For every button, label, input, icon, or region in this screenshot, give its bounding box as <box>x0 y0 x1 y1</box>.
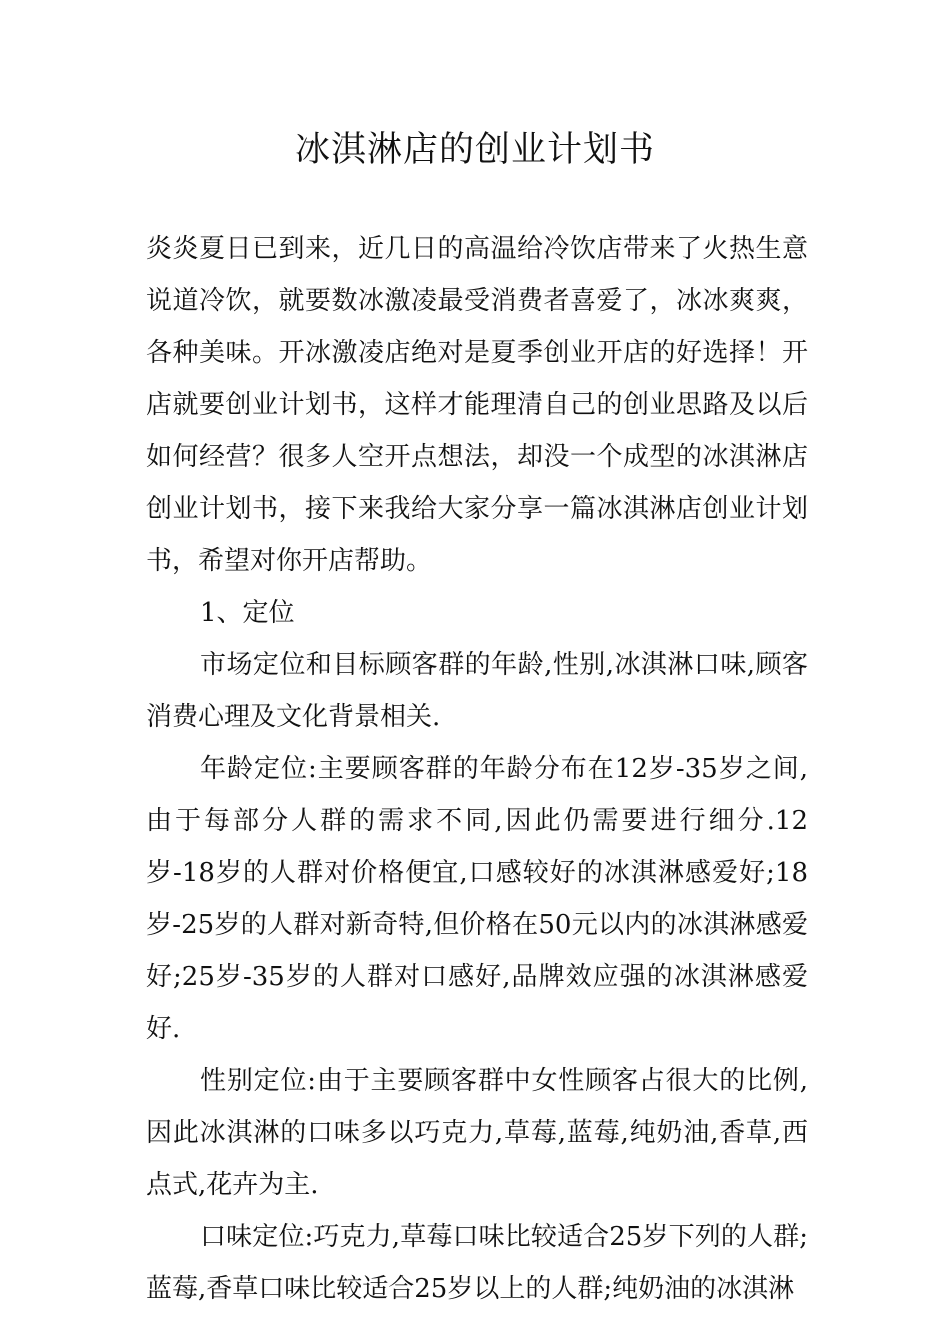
age-positioning-paragraph: 年龄定位:主要顾客群的年龄分布在12岁-35岁之间,由于每部分人群的需求不同,因此仍需要进行细分.12岁-18岁的人群对价格便宜,口感较好的冰淇淋感爱好;18岁-25岁的人群对新奇特,但价格在50元以内的冰淇淋感爱好;25岁-35岁的人群对口感好,品牌效应强的冰淇淋感爱好. <box>146 754 808 1044</box>
document-body <box>146 223 808 1315</box>
document-title: 冰淇淋店的创业计划书 <box>294 130 655 170</box>
market-positioning-paragraph: 市场定位和目标顾客群的年龄,性别,冰淇淋口味,顾客消费心理及文化背景相关. <box>146 650 808 732</box>
intro-paragraph: 炎炎夏日已到来，近几日的高温给冷饮店带来了火热生意说道冷饮，就要数冰激凌最受消费者喜爱了，冰冰爽爽，各种美味。开冰激凌店绝对是夏季创业开店的好选择！开店就要创业计划书，这样才能理清自己的创业思路及以后如何经营？很多人空开点想法，却没一个成型的冰淇淋店创业计划书，接下来我给大家分享一篇冰淇淋店创业计划书，希望对你开店帮助。 <box>146 234 808 576</box>
gender-positioning-paragraph: 性别定位:由于主要顾客群中女性顾客占很大的比例,因此冰淇淋的口味多以巧克力,草莓,蓝莓,纯奶油,香草,西点式,花卉为主. <box>146 1066 808 1200</box>
flavor-positioning-paragraph: 口味定位:巧克力,草莓口味比较适合25岁下列的人群;蓝莓,香草口味比较适合25岁以上的人群;纯奶油的冰淇淋 <box>146 1222 808 1304</box>
section-heading-positioning: 1、定位 <box>200 598 295 628</box>
